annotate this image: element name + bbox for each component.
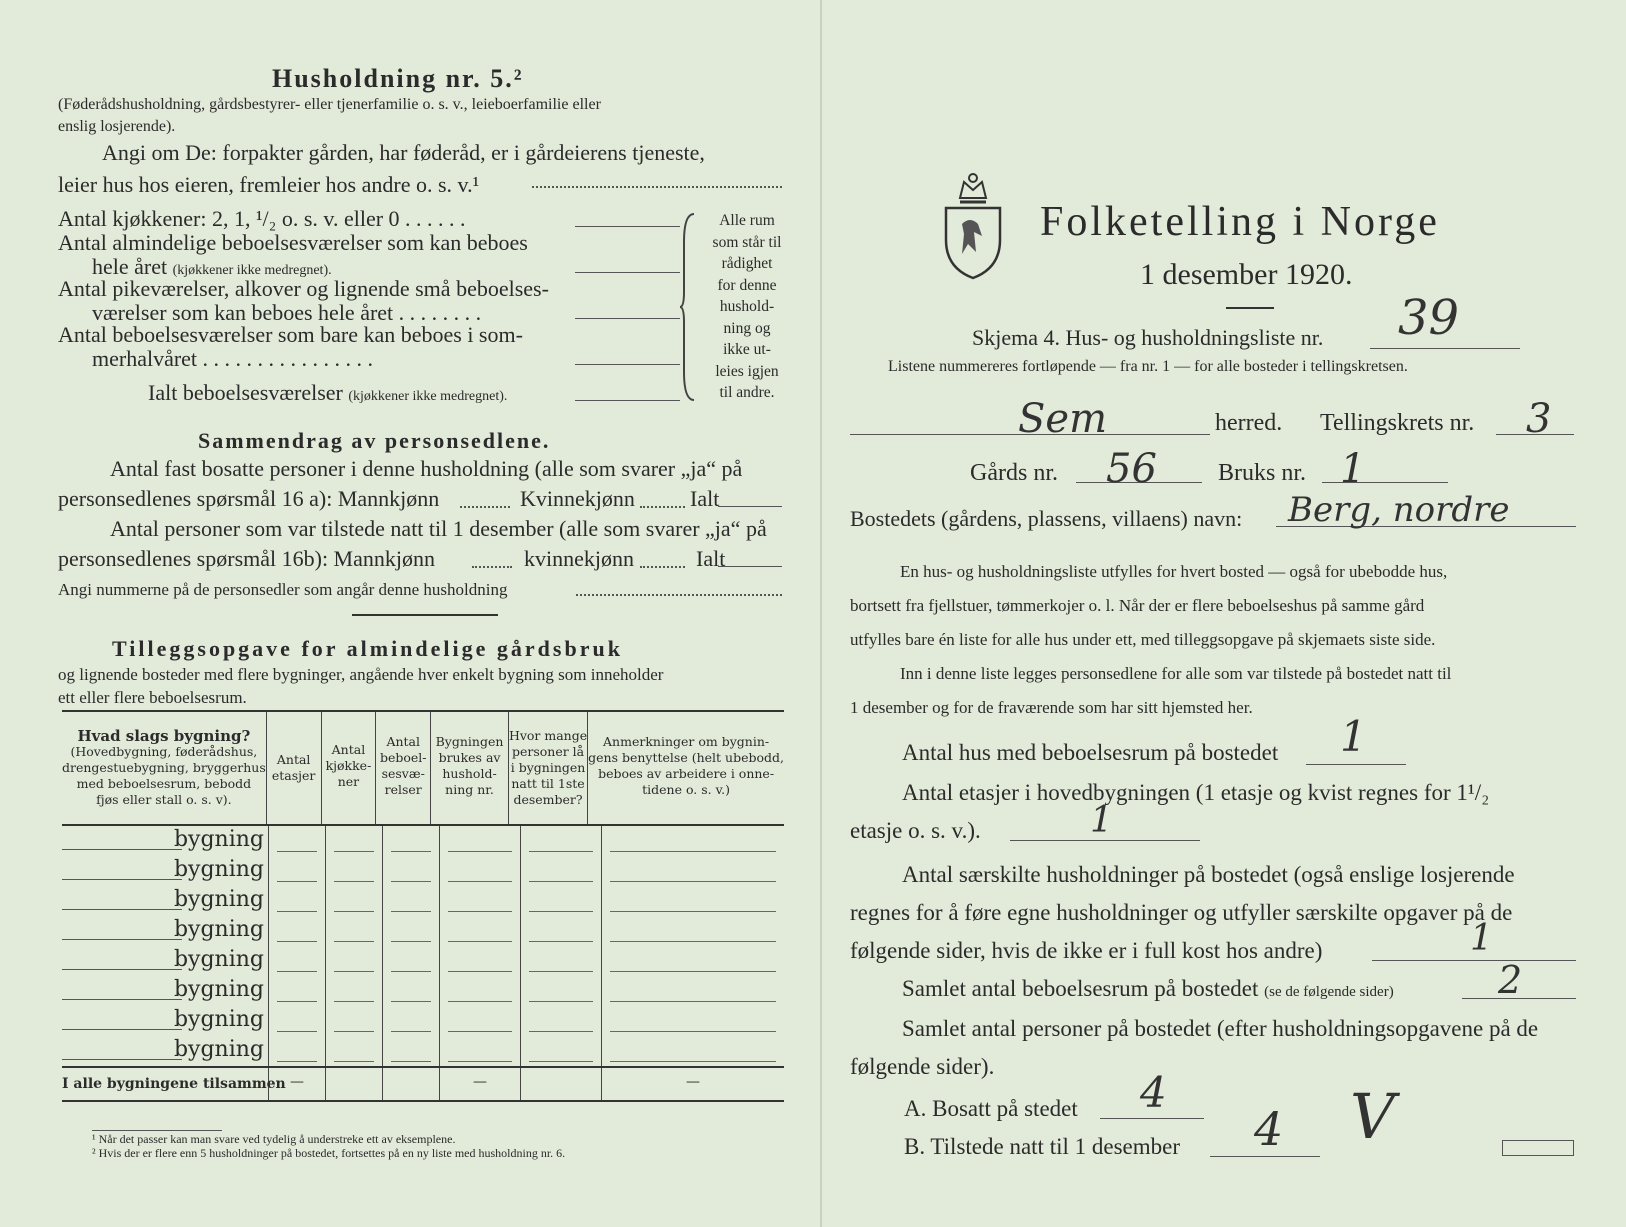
col-pers-line: Hvor mange: [508, 728, 588, 743]
tellingskrets-value: 3: [1526, 396, 1552, 442]
total-kjokkener[interactable]: [326, 1068, 383, 1100]
samlet-pers-line-1: Samlet antal personer på bostedet (efter husholdningsopgavene på de: [902, 1016, 1539, 1041]
row-building-fill[interactable]: [62, 969, 182, 970]
brace-note: [702, 210, 792, 404]
row-cell-fill: [334, 1001, 374, 1002]
col-anm-line: tidene o. s. v.): [642, 782, 731, 797]
separator-rule: [352, 614, 498, 616]
antal-hus-fill[interactable]: [1306, 764, 1406, 765]
row-building-label: bygning: [173, 887, 264, 912]
col-beb-line: beboel-: [379, 750, 427, 765]
row-cell[interactable]: [326, 856, 383, 886]
almind-label-2-note: (kjøkkener ikke medregnet).: [172, 263, 332, 278]
row-cell-fill: [391, 851, 431, 852]
col-kjokkener-line: ner: [337, 774, 360, 789]
para1-line-1: En hus- og husholdningsliste utfylles for hvert bosted — også for ubebodde hus,: [900, 562, 1448, 581]
row-cell[interactable]: [269, 916, 326, 946]
row-cell[interactable]: [521, 1006, 602, 1036]
sommer-label-1: Antal beboelsesværelser som bare kan beboes i som-: [58, 322, 523, 347]
row-cell-fill: [610, 911, 776, 912]
row-building-fill[interactable]: [62, 1029, 182, 1030]
row-building-cell[interactable]: [62, 1006, 269, 1036]
row-cell-fill: [277, 851, 317, 852]
almind-fill[interactable]: [575, 272, 680, 273]
row-cell[interactable]: [521, 916, 602, 946]
row-building-fill[interactable]: [62, 939, 182, 940]
bosatt-label: A. Bosatt på stedet: [904, 1096, 1078, 1121]
table-row: [62, 886, 784, 916]
row-cell-fill: [334, 881, 374, 882]
total-label: I alle bygningene tilsammen: [62, 1068, 269, 1100]
row-building-fill[interactable]: [62, 1059, 182, 1060]
row-cell[interactable]: [383, 976, 440, 1006]
col-building-type-title: Hvad slags bygning?: [77, 727, 251, 745]
row-cell-fill: [391, 941, 431, 942]
row-building-cell[interactable]: [62, 856, 269, 886]
col-building-type-sub: (Hovedbygning, føderådshus,: [70, 744, 258, 759]
total-anm: —: [686, 1074, 700, 1090]
samlet-rum-value: 2: [1498, 958, 1523, 1002]
row-cell-fill: [277, 971, 317, 972]
tilstede-fill[interactable]: [1210, 1156, 1320, 1157]
col-anm-line: beboes av arbeidere i onne-: [598, 766, 775, 781]
row-building-fill[interactable]: [62, 879, 182, 880]
ialt-label-text: Ialt beboelsesværelser: [148, 380, 343, 405]
col-pers-line: i bygningen: [510, 760, 586, 775]
tilst-kvinne-label: kvinnekjønn: [524, 546, 634, 571]
skjema-value: 39: [1398, 290, 1460, 346]
row-cell[interactable]: [602, 1006, 784, 1036]
row-cell[interactable]: [326, 976, 383, 1006]
row-cell[interactable]: [440, 856, 521, 886]
row-cell[interactable]: [326, 826, 383, 856]
col-husholdning-nr: [431, 712, 509, 824]
bruks-value: 1: [1340, 446, 1366, 492]
antal-hus-value: 1: [1340, 712, 1367, 761]
saerskilte-line-3: følgende sider, hvis de ikke er i full kost hos andre): [850, 938, 1323, 963]
row-cell-fill: [334, 911, 374, 912]
row-cell[interactable]: [440, 916, 521, 946]
samlet-rum-text: Samlet antal beboelsesrum på bostedet: [902, 976, 1259, 1001]
row-cell[interactable]: [602, 916, 784, 946]
fast-ialt-label: Ialt: [690, 486, 720, 511]
angi-nummerne-fill[interactable]: [576, 594, 782, 596]
table-row: [62, 1006, 784, 1036]
row-cell-fill: [448, 971, 512, 972]
ialt-label: [148, 380, 507, 406]
row-cell[interactable]: [521, 1036, 602, 1066]
row-cell-fill: [610, 1001, 776, 1002]
row-cell[interactable]: [383, 856, 440, 886]
row-cell[interactable]: [383, 826, 440, 856]
row-cell-fill: [448, 1061, 512, 1062]
row-cell[interactable]: [440, 1006, 521, 1036]
col-beb-line: relser: [384, 782, 422, 797]
table-header: [62, 710, 784, 826]
row-cell[interactable]: [269, 946, 326, 976]
herred-label: herred.: [1215, 410, 1283, 436]
row-building-label: bygning: [173, 947, 264, 972]
row-cell-fill: [391, 1031, 431, 1032]
row-cell-fill: [610, 881, 776, 882]
etasjer-line-2: etasje o. s. v.).: [850, 818, 981, 843]
pike-fill[interactable]: [575, 318, 680, 319]
row-cell-fill: [610, 851, 776, 852]
row-cell[interactable]: [383, 916, 440, 946]
bostedets-value: Berg, nordre: [1288, 490, 1510, 530]
footnote-rule: [92, 1130, 222, 1131]
row-cell-fill: [529, 1001, 593, 1002]
fast-line-2: personsedlenes spørsmål 16 a): Mannkjønn: [58, 486, 440, 511]
row-cell-fill: [391, 881, 431, 882]
col-beb-line: sesvæ-: [381, 766, 425, 781]
kjokkener-label: Antal kjøkkener: 2, 1, ¹/₂ o. s. v. eller 0 . . . . . .: [58, 206, 466, 231]
census-date: 1 desember 1920.: [1140, 258, 1353, 291]
row-cell[interactable]: [602, 946, 784, 976]
row-cell[interactable]: [383, 886, 440, 916]
footnote-1: ¹ Når det passer kan man svare ved tydelig å understreke ett av eksemplene.: [92, 1132, 456, 1146]
pike-label-2: værelser som kan beboes hele året . . . . . . . .: [92, 300, 482, 325]
table-row: [62, 976, 784, 1006]
row-building-fill[interactable]: [62, 909, 182, 910]
row-cell-fill: [391, 911, 431, 912]
row-cell-fill: [277, 1001, 317, 1002]
table-row: [62, 856, 784, 886]
ialt-fill[interactable]: [575, 400, 680, 401]
row-cell[interactable]: [440, 826, 521, 856]
row-cell[interactable]: [269, 826, 326, 856]
brace-note-line: som står til: [712, 233, 782, 251]
fast-kvinne-fill[interactable]: [640, 506, 685, 508]
brace-note-line: ning og: [723, 319, 771, 337]
table-row: [62, 1036, 784, 1066]
fast-mann-fill[interactable]: [460, 506, 510, 508]
total-personer[interactable]: [521, 1068, 602, 1100]
col-hush-line: ning nr.: [445, 782, 494, 797]
tilst-mann-fill[interactable]: [472, 566, 512, 568]
table-body: [62, 826, 784, 1068]
col-pers-line: personer lå: [511, 744, 585, 759]
row-building-label: bygning: [173, 1007, 264, 1032]
tilst-line-1: Antal personer som var tilstede natt til 1 desember (alle som svarer „ja“ på: [110, 516, 767, 541]
row-cell-fill: [448, 1001, 512, 1002]
row-building-label: bygning: [173, 977, 264, 1002]
row-cell[interactable]: [269, 976, 326, 1006]
row-cell[interactable]: [602, 886, 784, 916]
fast-ialt-fill[interactable]: [718, 506, 782, 507]
tilstede-value: 4: [1254, 1102, 1284, 1156]
bruks-label: Bruks nr.: [1218, 460, 1307, 486]
row-cell-fill: [610, 1031, 776, 1032]
row-cell[interactable]: [521, 856, 602, 886]
row-cell-fill: [448, 941, 512, 942]
footnote-2: ² Hvis der er flere enn 5 husholdninger på bostedet, fortsettes på en ny liste med husholdning nr. 6.: [92, 1146, 566, 1160]
bosatt-fill[interactable]: [1100, 1118, 1204, 1119]
row-cell[interactable]: [383, 1036, 440, 1066]
norway-coat-of-arms-icon: [940, 168, 1006, 280]
row-cell-fill: [448, 911, 512, 912]
tilstede-label: B. Tilstede natt til 1 desember: [904, 1134, 1180, 1159]
page-fold: [820, 0, 822, 1227]
total-etasjer: —: [269, 1068, 326, 1100]
row-building-cell[interactable]: [62, 976, 269, 1006]
row-cell-fill: [277, 941, 317, 942]
row-cell[interactable]: [269, 886, 326, 916]
fast-kvinne-label: Kvinnekjønn: [520, 486, 635, 511]
col-building-type: [62, 712, 267, 824]
row-cell-fill: [391, 1061, 431, 1062]
skjema-fill[interactable]: [1370, 348, 1520, 349]
brace-note-line: for denne: [717, 276, 777, 294]
saerskilte-line-1: Antal særskilte husholdninger på bostedet (også enslige losjerende: [902, 862, 1515, 887]
row-cell-fill: [334, 1061, 374, 1062]
brace-icon: [680, 212, 700, 402]
col-hush-line: Bygningen: [435, 734, 504, 749]
tilst-line-2: personsedlenes spørsmål 16b): Mannkjønn: [58, 546, 435, 571]
row-cell-fill: [529, 1061, 593, 1062]
col-etasjer: [267, 712, 322, 824]
row-cell-fill: [610, 941, 776, 942]
row-cell[interactable]: [521, 826, 602, 856]
col-etasjer-line: etasjer: [271, 768, 316, 783]
samlet-pers-line-2: følgende sider).: [850, 1054, 995, 1079]
bostedets-label: Bostedets (gårdens, plassens, villaens) navn:: [850, 506, 1243, 531]
printer-stamp: [1502, 1140, 1574, 1156]
col-kjokkener-line: kjøkke-: [325, 758, 372, 773]
saerskilte-line-2: regnes for å føre egne husholdninger og utfyller særskilte opgaver på de: [850, 900, 1513, 925]
gards-value: 56: [1106, 446, 1157, 492]
household-subtitle-2: enslig losjerende).: [58, 118, 176, 135]
etasjer-line-1: Antal etasjer i hovedbygningen (1 etasje og kvist regnes for 1¹/₂: [902, 780, 1490, 805]
para1-line-2: bortsett fra fjellstuer, tømmerkojer o. l. Når der er flere beboelseshus på samme gård: [850, 596, 1425, 615]
brace-note-line: leies igjen: [715, 362, 779, 380]
buildings-table: [62, 710, 784, 1102]
tilst-kvinne-fill[interactable]: [640, 566, 685, 568]
row-cell[interactable]: [602, 856, 784, 886]
row-building-cell[interactable]: [62, 1036, 269, 1066]
row-building-label: bygning: [173, 1037, 264, 1062]
row-cell[interactable]: [383, 1006, 440, 1036]
antal-hus-label: Antal hus med beboelsesrum på bostedet: [902, 740, 1279, 765]
row-cell[interactable]: [521, 976, 602, 1006]
row-building-fill[interactable]: [62, 999, 182, 1000]
tellingskrets-label: Tellingskrets nr.: [1320, 410, 1475, 436]
col-kjokkener-line: Antal: [331, 742, 366, 757]
row-cell[interactable]: [521, 946, 602, 976]
title-rule: [1226, 307, 1274, 309]
row-cell[interactable]: [383, 946, 440, 976]
col-hush-line: hushold-: [442, 766, 497, 781]
row-cell[interactable]: [440, 976, 521, 1006]
row-cell[interactable]: [269, 1006, 326, 1036]
row-cell[interactable]: [269, 856, 326, 886]
tilst-ialt-fill[interactable]: [718, 566, 782, 567]
brace-note-line: hushold-: [719, 298, 775, 315]
ialt-label-note: (kjøkkener ikke medregnet).: [348, 389, 508, 404]
para2-line-1: Inn i denne liste legges personsedlene for alle som var tilstede på bostedet natt til: [900, 664, 1452, 683]
row-cell[interactable]: [521, 886, 602, 916]
row-building-cell[interactable]: [62, 916, 269, 946]
almind-label-2-text: hele året: [92, 254, 168, 279]
row-cell-fill: [448, 851, 512, 852]
row-cell[interactable]: [440, 886, 521, 916]
samlet-rum-label: [902, 976, 1394, 1002]
col-etasjer-line: Antal: [276, 752, 311, 767]
row-cell-fill: [529, 971, 593, 972]
samlet-rum-note: (se de følgende sider): [1264, 984, 1394, 1000]
col-building-type-sub: fjøs eller stall o. s. v).: [96, 792, 232, 807]
table-total-row: [62, 1068, 784, 1102]
tillegg-title: Tilleggsopgave for almindelige gårdsbruk: [112, 636, 623, 661]
row-building-cell[interactable]: [62, 946, 269, 976]
total-beboelse[interactable]: [383, 1068, 440, 1100]
row-cell[interactable]: [326, 1036, 383, 1066]
household-title: Husholdning nr. 5.²: [272, 64, 524, 93]
row-cell[interactable]: [602, 976, 784, 1006]
brace-note-line: rådighet: [721, 255, 773, 272]
row-cell[interactable]: [440, 1036, 521, 1066]
brace-note-line: ikke ut-: [723, 341, 771, 358]
row-cell-fill: [610, 1061, 776, 1062]
pike-label-1: Antal pikeværelser, alkover og lignende små beboelses-: [58, 276, 549, 301]
sommer-label-2: merhalvåret . . . . . . . . . . . . . . . .: [92, 346, 374, 371]
row-cell-fill: [277, 881, 317, 882]
col-pers-line: natt til 1ste: [511, 776, 585, 791]
row-cell[interactable]: [602, 826, 784, 856]
col-beb-line: Antal: [386, 734, 420, 749]
row-cell-fill: [277, 911, 317, 912]
herred-value: Sem: [1018, 396, 1108, 442]
row-cell[interactable]: [326, 1006, 383, 1036]
col-building-type-sub: drengestuebygning, bryggerhus: [62, 760, 266, 775]
row-cell-fill: [391, 1001, 431, 1002]
row-cell-fill: [334, 971, 374, 972]
sammendrag-title: Sammendrag av personsedlene.: [198, 428, 551, 453]
row-building-label: bygning: [173, 857, 264, 882]
tillegg-line-2: ett eller flere beboelsesrum.: [58, 688, 247, 707]
row-cell-fill: [529, 941, 593, 942]
col-anm-line: gens benyttelse (helt ubebodd,: [588, 750, 784, 765]
total-hush: —: [440, 1068, 521, 1100]
check-mark: V: [1350, 1080, 1395, 1153]
col-personer: [509, 712, 588, 824]
row-cell[interactable]: [326, 916, 383, 946]
table-row: [62, 826, 784, 856]
row-building-fill[interactable]: [62, 849, 182, 850]
col-pers-line: desember?: [513, 792, 583, 807]
row-cell[interactable]: [269, 1036, 326, 1066]
almind-label-1: Antal almindelige beboelsesværelser som kan beboes: [58, 230, 528, 255]
angi-line-1: Angi om De: forpakter gården, har føderåd, er i gårdeierens tjeneste,: [102, 140, 705, 165]
fast-line-1: Antal fast bosatte personer i denne husholdning (alle som svarer „ja“ på: [110, 456, 743, 481]
col-building-type-sub: med beboelsesrum, bebodd: [76, 776, 252, 791]
tilst-ialt-label: Ialt: [696, 546, 726, 571]
row-cell[interactable]: [326, 946, 383, 976]
row-cell[interactable]: [326, 886, 383, 916]
row-cell-fill: [448, 881, 512, 882]
row-cell-fill: [529, 1031, 593, 1032]
table-row: [62, 946, 784, 976]
bosatt-value: 4: [1140, 1068, 1167, 1117]
row-building-cell[interactable]: [62, 886, 269, 916]
sommer-fill[interactable]: [575, 364, 680, 365]
household-subtitle-1: (Føderådshusholdning, gårdsbestyrer- eller tjenerfamilie o. s. v., leieboerfamilie eller: [58, 96, 601, 113]
para2-line-2: 1 desember og for de fraværende som har sitt hjemsted her.: [850, 698, 1253, 717]
row-cell-fill: [391, 971, 431, 972]
saerskilte-value: 1: [1470, 918, 1493, 959]
row-building-label: bygning: [173, 827, 264, 852]
para1-line-3: utfylles bare én liste for alle hus under ett, med tilleggsopgave på skjemaets siste side.: [850, 630, 1436, 649]
row-cell-fill: [277, 1031, 317, 1032]
kjokkener-fill[interactable]: [575, 226, 680, 227]
table-row: [62, 916, 784, 946]
row-cell-fill: [529, 911, 593, 912]
row-cell-fill: [529, 851, 593, 852]
row-cell[interactable]: [602, 1036, 784, 1066]
angi-line-2: leier hus hos eieren, fremleier hos andre o. s. v.¹: [58, 172, 480, 197]
row-building-cell[interactable]: [62, 826, 269, 856]
etasjer-value: 1: [1090, 800, 1113, 841]
tillegg-line-1: og lignende bosteder med flere bygninger, angående hver enkelt bygning som inneholder: [58, 665, 664, 684]
row-building-label: bygning: [173, 917, 264, 942]
listene-note: Listene nummereres fortløpende — fra nr. 1 — for alle bosteder i tellingskretsen.: [888, 358, 1408, 375]
row-cell-fill: [334, 851, 374, 852]
angi-fill[interactable]: [532, 186, 782, 188]
row-cell-fill: [334, 1031, 374, 1032]
col-beboelsesvaerelser: [376, 712, 431, 824]
row-cell-fill: [334, 941, 374, 942]
skjema-label: Skjema 4. Hus- og husholdningsliste nr.: [972, 325, 1324, 350]
row-cell-fill: [610, 971, 776, 972]
col-hush-line: brukes av: [438, 750, 501, 765]
census-title: Folketelling i Norge: [1040, 199, 1440, 245]
brace-note-line: til andre.: [719, 384, 775, 401]
col-anmerkninger: [588, 712, 784, 824]
angi-nummerne-label: Angi nummerne på de personsedler som angår denne husholdning: [58, 580, 508, 599]
row-cell[interactable]: [440, 946, 521, 976]
col-kjokkener: [322, 712, 377, 824]
saerskilte-fill[interactable]: [1372, 960, 1576, 961]
row-cell-fill: [277, 1061, 317, 1062]
brace-note-line: Alle rum: [719, 212, 775, 229]
row-cell-fill: [529, 881, 593, 882]
col-anm-line: Anmerkninger om bygnin-: [603, 734, 770, 749]
row-cell-fill: [448, 1031, 512, 1032]
gards-label: Gårds nr.: [970, 460, 1058, 486]
